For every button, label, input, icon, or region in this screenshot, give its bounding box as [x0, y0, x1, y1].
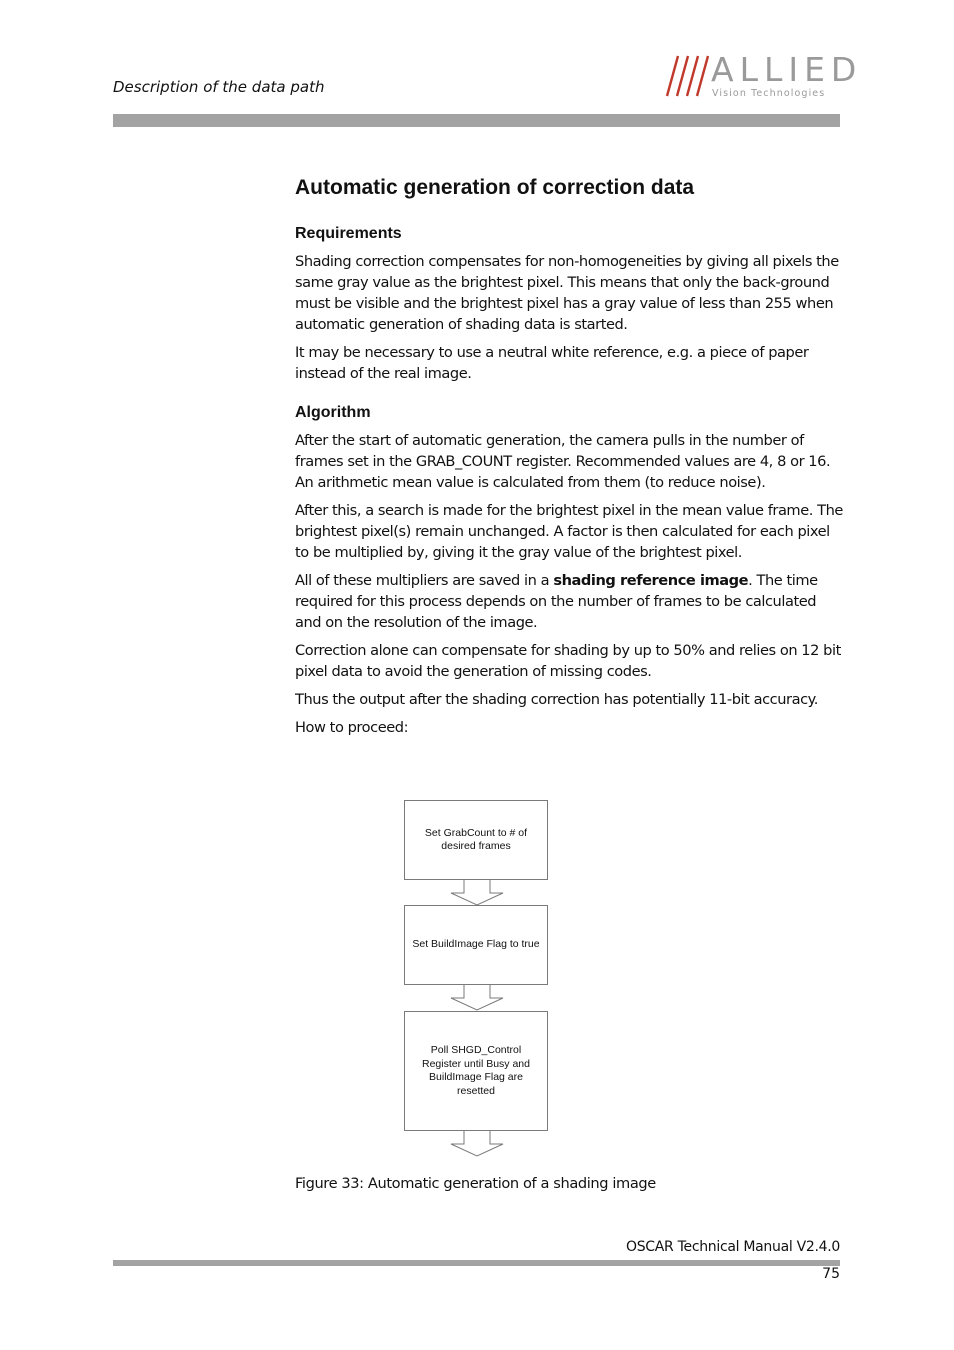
flow-step-2: Set BuildImage Flag to true: [404, 905, 548, 985]
algorithm-paragraph-1: After the start of automatic generation, the camera pulls in the number of frames set in the GRAB_COUNT register. Recommended values are 4, 8 or 16. An arithmetic mean value is calculated from them (to reduce noise).: [295, 432, 831, 491]
p3-bold-term: shading reference image: [553, 572, 749, 589]
algorithm-paragraph-3: [295, 570, 843, 633]
figure-caption: Figure 33: Automatic generation of a shading image: [295, 1175, 656, 1192]
requirements-paragraph-2: It may be necessary to use a neutral white reference, e.g. a piece of paper instead of the real image.: [295, 344, 809, 382]
algorithm-paragraph-5: Thus the output after the shading correction has potentially 11-bit accuracy.: [295, 691, 818, 708]
flow-arrow-down-icon: [450, 1131, 504, 1157]
footer-manual-title: OSCAR Technical Manual V2.4.0: [626, 1239, 840, 1255]
running-header-title: Description of the data path: [113, 78, 325, 96]
p3-text-before: All of these multipliers are saved in a: [295, 572, 554, 589]
algorithm-heading: Algorithm: [295, 404, 371, 421]
algorithm-paragraph-4: Correction alone can compensate for shading by up to 50% and relies on 12 bit pixel data to avoid the generation of missing codes.: [295, 642, 841, 680]
flowchart: [404, 800, 550, 1160]
header-rule: [113, 114, 840, 127]
requirements-heading: Requirements: [295, 225, 402, 242]
requirements-paragraph-1: Shading correction compensates for non-homogeneities by giving all pixels the same gray value as the brightest pixel. This means that only the back-ground must be visible and the brightest pixel has a gray value of less than 255 when automatic generation of shading data is started.: [295, 253, 839, 333]
algorithm-paragraph-2: After this, a search is made for the brightest pixel in the mean value frame. The brightest pixel(s) remain unchanged. A factor is then calculated for each pixel to be multiplied by, giving it the gray value of the brightest pixel.: [295, 502, 843, 561]
main-content: [295, 172, 843, 745]
flow-arrow-down-icon: [450, 880, 504, 906]
page-number: 75: [822, 1266, 840, 1282]
flow-arrow-down-icon: [450, 985, 504, 1011]
footer-rule: [113, 1260, 840, 1266]
p3-text-after: . The time required for this process depends on the number of frames to be calculated and on the resolution of the image.: [295, 572, 818, 631]
logo-subtitle: Vision Technologies: [712, 88, 826, 99]
allied-logo: [664, 50, 863, 102]
section-title: Automatic generation of correction data: [295, 176, 695, 199]
logo-wordmark: ALLIED: [711, 50, 863, 89]
logo-slashes-icon: [664, 54, 710, 98]
flow-step-3: Poll SHGD_Control Register until Busy and BuildImage Flag are resetted: [404, 1011, 548, 1131]
flow-step-1: Set GrabCount to # of desired frames: [404, 800, 548, 880]
algorithm-paragraph-6: How to proceed:: [295, 719, 409, 736]
